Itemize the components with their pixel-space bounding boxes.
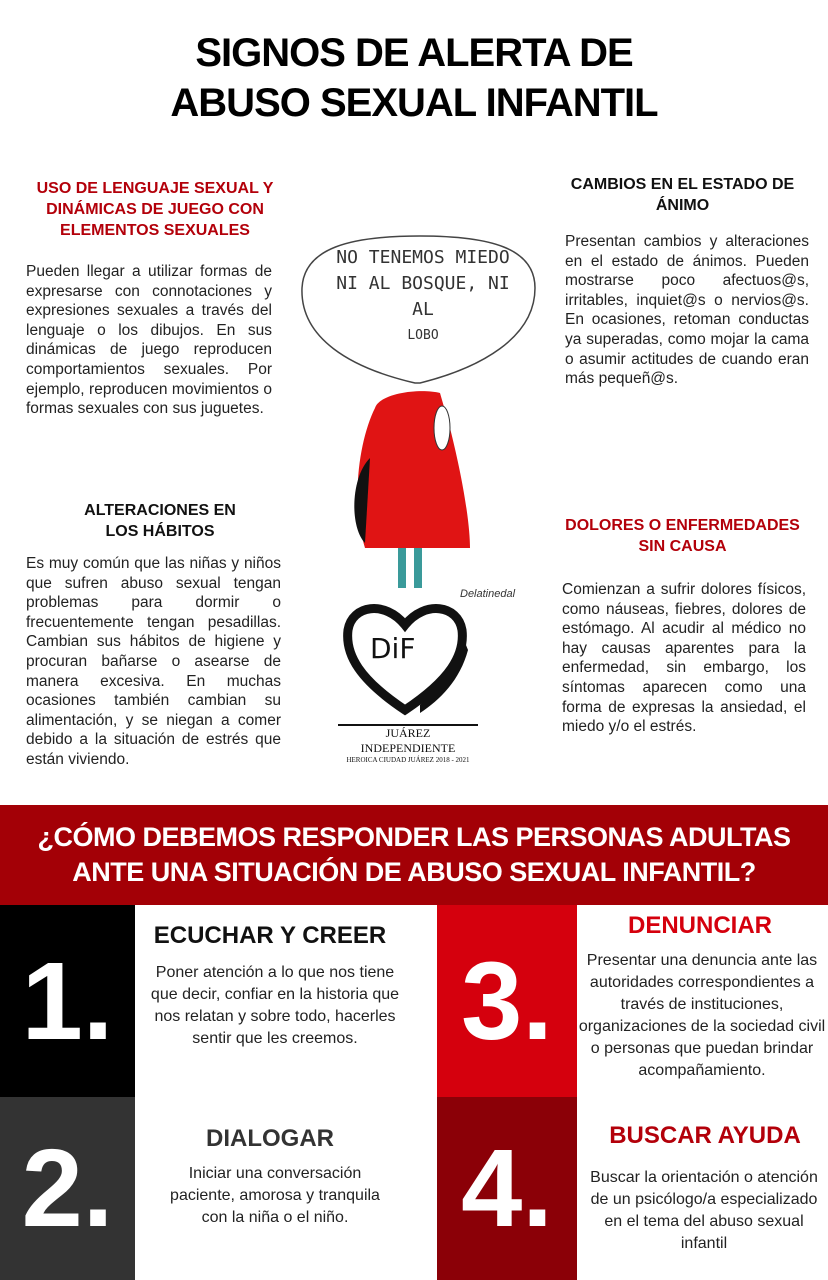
step-number: 4. bbox=[437, 1097, 577, 1280]
section-text: Comienzan a sufrir dolores físicos, como náuseas, fiebres, dolores de estómago. Al acudir al médico no hay causas aparentes para la enfermedad, sin embargo, los síntomas aparecen como una forma de expresas la ansiedad, el miedo y/o el estrés. bbox=[562, 581, 806, 736]
step-title: BUSCAR AYUDA bbox=[609, 1122, 801, 1149]
step-title: DIALOGAR bbox=[206, 1125, 334, 1152]
step-text: Iniciar una conversación paciente, amorosa y tranquila con la niña o el niño. bbox=[170, 1165, 380, 1226]
step-number: 2. bbox=[0, 1097, 135, 1280]
logo-caption bbox=[338, 724, 478, 764]
section-heading: ALTERACIONES EN LOS HÁBITOS bbox=[84, 502, 236, 540]
title-line: ABUSO SEXUAL INFANTIL bbox=[170, 81, 658, 125]
step-text: Poner atención a lo que nos tiene que decir, confiar en la historia que nos relatan y sobre todo, hacerles sentir que les creemos. bbox=[150, 964, 400, 1047]
dif-logo-text: DiF bbox=[370, 632, 416, 665]
speech-line: NI AL BOSQUE, NI bbox=[336, 273, 510, 294]
section-heading: CAMBIOS EN EL ESTADO DE ÁNIMO bbox=[570, 176, 795, 214]
step-text: Presentar una denuncia ante las autoridades correspondientes a través de instituciones, organizaciones de la sociedad civil o personas que puedan brindar acompañamiento. bbox=[578, 952, 826, 1079]
speech-line: LOBO bbox=[407, 328, 439, 343]
step-number: 1. bbox=[0, 905, 135, 1097]
banner-line: ¿CÓMO DEBEMOS RESPONDER LAS PERSONAS ADULTAS bbox=[37, 822, 791, 852]
logo-caption-sub: HEROICA CIUDAD JUÁREZ 2018 - 2021 bbox=[346, 756, 470, 764]
step-number: 3. bbox=[437, 905, 577, 1097]
page-title bbox=[0, 28, 828, 128]
speech-line: AL bbox=[412, 299, 434, 320]
section-text: Es muy común que las niñas y niños que sufren abuso sexual tengan problemas para dormir o frecuentemente tengan pesadillas. Cambian sus hábitos de higiene y procuran bañarse o asearse de manera excesiva. En muchas ocasiones también cambian su alimentación, y se niegan a comer debido a la situación de estrés que están viviendo. bbox=[26, 555, 281, 768]
response-banner bbox=[0, 805, 828, 905]
speech-line: NO TENEMOS MIEDO bbox=[336, 247, 510, 268]
step-title: ECUCHAR Y CREER bbox=[153, 922, 387, 949]
step-text: Buscar la orientación o atención de un psicólogo/a especializado en el tema del abuso sexual infantil bbox=[590, 1169, 818, 1252]
artist-signature: Delatinedal bbox=[460, 588, 516, 600]
section-text: Pueden llegar a utilizar formas de expresarse con connotaciones y expresiones sexuales a través del lenguaje o los dibujos. En sus dinámicas de juego reproducen comportamientos sexuales. Por ejemplo, reproducen movimientos o formas sexuales con sus juguetes. bbox=[26, 263, 272, 418]
section-heading: DOLORES O ENFERMEDADES SIN CAUSA bbox=[565, 517, 800, 555]
section-heading: USO DE LENGUAJE SEXUAL Y DINÁMICAS DE JUEGO CON ELEMENTOS SEXUALES bbox=[36, 180, 274, 239]
section-text: Presentan cambios y alteraciones en el estado de ánimos. Pueden mostrarse poco afectuos@s, irritables, inquiet@s o nervios@s. En ocasiones, retoman conductas ya superadas, como mojar la cama o asumir actitudes de cuando eran más pequeñ@s. bbox=[565, 233, 809, 388]
logo-caption-main: JUÁREZ INDEPENDIENTE bbox=[360, 726, 456, 755]
banner-line: ANTE UNA SITUACIÓN DE ABUSO SEXUAL INFANTIL? bbox=[72, 857, 756, 887]
speech-bubble-text bbox=[318, 245, 528, 349]
step-title: DENUNCIAR bbox=[628, 912, 772, 939]
title-line: SIGNOS DE ALERTA DE bbox=[195, 31, 633, 75]
